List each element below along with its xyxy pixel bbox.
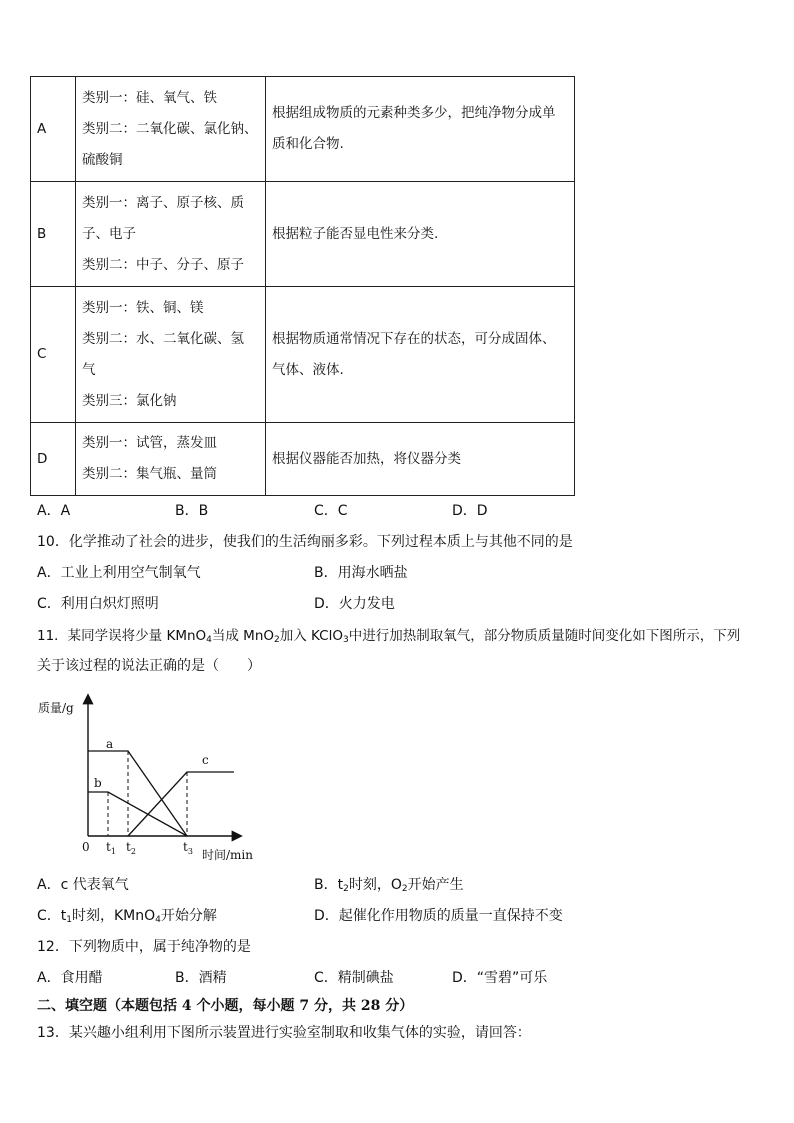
q9-option-a: A．A	[37, 503, 71, 519]
basis-cell	[266, 77, 575, 182]
basis-cell	[266, 423, 575, 496]
category-cell	[76, 182, 266, 287]
category-line: 类别一：离子、原子核、质	[82, 194, 244, 211]
basis-cell	[266, 287, 575, 423]
basis-line: 根据粒子能否显电性来分类.	[272, 225, 439, 242]
option-cell: D	[31, 423, 76, 496]
q9-option-c: C．C	[314, 503, 348, 519]
option-cell: A	[31, 77, 76, 182]
basis-cell	[266, 182, 575, 287]
q12-option-a: A．食用醋	[37, 970, 103, 986]
category-line: 类别一：硅、氧气、铁	[82, 89, 217, 106]
table-row	[31, 287, 575, 423]
mass-time-graph	[30, 690, 270, 870]
table-row	[31, 182, 575, 287]
q12-option-b: B．酒精	[175, 970, 227, 986]
category-cell	[76, 77, 266, 182]
section-heading: 二、填空题（本题包括 4 个小题，每小题 7 分，共 28 分）	[37, 998, 414, 1014]
q11-option-b: B．$t_2$时刻，$O_2$开始产生	[314, 877, 464, 894]
category-line: 硫酸铜	[82, 151, 123, 168]
q10-option-c: C．利用白炽灯照明	[37, 596, 159, 612]
q11-stem-line1: 11．某同学误将少量 KMnO$_4$当成 MnO$_2$加入 KClO$_3$中进行加热制取氧气，部分物质质量随时间变化如下图所示，下列	[37, 628, 741, 645]
basis-line: 质和化合物.	[272, 136, 344, 152]
category-cell	[76, 287, 266, 423]
category-cell	[76, 423, 266, 496]
basis-line: 气体、液体.	[272, 361, 344, 378]
category-line: 类别二：集气瓶、量筒	[82, 466, 217, 482]
x-axis-label: 时间/min	[202, 848, 253, 862]
q11-option-d: D．起催化作用物质的质量一直保持不变	[314, 908, 563, 924]
q12-option-c: C．精制碘盐	[314, 970, 394, 986]
q9-option-b: B．B	[175, 503, 209, 519]
q11-option-c: C．$t_1$时刻，KMnO$_4$开始分解	[37, 908, 217, 925]
q10-stem: 10．化学推动了社会的进步，使我们的生活绚丽多彩。下列过程本质上与其他不同的是	[37, 534, 573, 550]
q9-option-d: D．D	[452, 503, 488, 519]
table-row	[31, 423, 575, 496]
q10-option-a: A．工业上利用空气制氧气	[37, 565, 201, 581]
curve-a	[88, 751, 187, 836]
q10-option-b: B．用海水晒盐	[314, 565, 408, 581]
tick-t3: $t_3$	[183, 840, 193, 856]
category-line: 子、电子	[82, 225, 136, 242]
curve-label-a: a	[106, 737, 114, 751]
origin-label: 0	[82, 840, 90, 854]
category-line: 类别二：中子、分子、原子	[82, 256, 244, 273]
tick-t1: $t_1$	[106, 840, 116, 856]
basis-line: 根据仪器能否加热，将仪器分类	[272, 450, 461, 467]
q13-stem: 13．某兴趣小组利用下图所示装置进行实验室制取和收集气体的实验，请回答：	[37, 1025, 531, 1041]
y-axis-label: 质量/g	[38, 701, 74, 715]
q11-stem-line2: 关于该过程的说法正确的是（ ）	[37, 658, 261, 674]
q11-option-a: A．c 代表氧气	[37, 877, 129, 893]
option-cell: C	[31, 287, 76, 423]
curve-label-b: b	[94, 776, 102, 790]
q12-option-d: D．“雪碧”可乐	[452, 970, 548, 986]
category-line: 气	[82, 361, 96, 378]
basis-line: 根据组成物质的元素种类多少，把纯净物分成单	[272, 105, 556, 121]
q10-option-d: D．火力发电	[314, 596, 395, 612]
category-line: 类别一：铁、铜、镁	[82, 299, 204, 316]
basis-line: 根据物质通常情况下存在的状态，可分成固体、	[272, 330, 556, 347]
category-line: 类别一：试管，蒸发皿	[82, 435, 217, 451]
category-line: 类别三：氯化钠	[82, 392, 177, 409]
table-row	[31, 77, 575, 182]
category-line: 类别二：二氧化碳、氯化钠、	[82, 120, 258, 137]
q12-stem: 12．下列物质中，属于纯净物的是	[37, 939, 251, 955]
classification-table	[30, 76, 575, 496]
category-line: 类别二：水、二氧化碳、氢	[82, 330, 244, 347]
option-cell: B	[31, 182, 76, 287]
curve-label-c: c	[202, 753, 209, 767]
tick-t2: $t_2$	[126, 840, 136, 856]
